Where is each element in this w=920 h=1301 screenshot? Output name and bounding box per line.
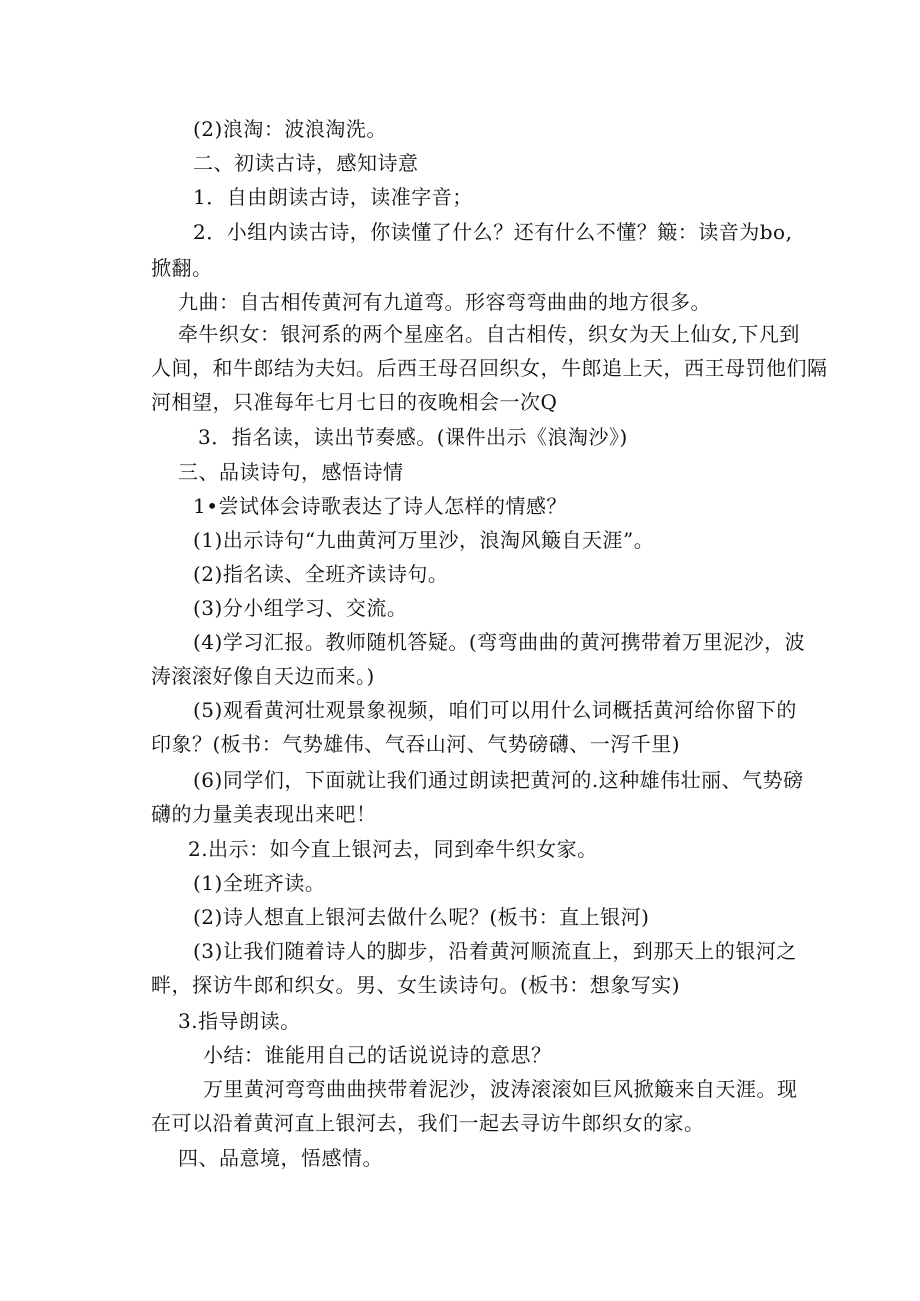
text-line: 印象？(板书：气势雄伟、气吞山河、气势磅礴、一泻千里) (151, 732, 681, 756)
text-line: (3)让我们随着诗人的脚步，沿着黄河顺流直上，到那天上的银河之 (193, 939, 797, 963)
section-heading: 三、品读诗句，感悟诗情 (178, 460, 404, 484)
text-line: 小结：谁能用自己的话说说诗的意思？ (203, 1043, 552, 1067)
text-line: 礴的力量美表现出来吧！ (151, 802, 377, 826)
text-line: 畔，探访牛郎和织女。男、女生读诗句。(板书：想象写实) (151, 973, 681, 997)
text-line: 万里黄河弯弯曲曲挟带着泥沙，波涛滚滚如巨风掀簸来自天涯。现 (203, 1077, 798, 1101)
section-heading: 四、品意境，悟感情。 (178, 1146, 383, 1170)
text-line: 掀翻。 (151, 256, 213, 280)
text-line: (2)诗人想直上银河去做什么呢？(板书：直上银河) (193, 905, 650, 929)
text-line: 3．指名读，读出节奏感。(课件出示《浪淘沙》) (198, 425, 628, 449)
text-line: (6)同学们，下面就让我们通过朗读把黄河的.这种雄伟壮丽、气势磅 (193, 768, 804, 792)
text-line: 涛滚滚好像自天边而来。) (151, 664, 375, 688)
text-line: 九曲：自古相传黄河有九道弯。形容弯弯曲曲的地方很多。 (178, 290, 711, 314)
section-heading: 二、初读古诗，感知诗意 (193, 151, 419, 175)
text-line: (2)指名读、全班齐读诗句。 (193, 562, 449, 586)
text-line: 河相望，只准每年七月七日的夜晚相会一次Q (151, 390, 558, 414)
text-line: 在可以沿着黄河直上银河去，我们一起去寻访牛郎织女的家。 (151, 1111, 705, 1135)
text-line: (4)学习汇报。教师随机答疑。(弯弯曲曲的黄河携带着万里泥沙，波 (193, 630, 806, 654)
text-line: 2．小组内读古诗，你读懂了什么？还有什么不懂？簸：读音为bo, (193, 220, 793, 244)
text-line: (5)观看黄河壮观景象视频，咱们可以用什么词概括黄河给你留下的 (193, 698, 797, 722)
text-line: (1)全班齐读。 (193, 871, 326, 895)
text-line: 1•尝试体会诗歌表达了诗人怎样的情感？ (193, 494, 568, 518)
text-line: 1．自由朗读古诗，读准字音； (193, 185, 473, 209)
text-line: 2.出示：如今直上银河去，同到牵牛织女家。 (188, 837, 598, 861)
text-line: (2)浪淘：波浪淘洗。 (193, 117, 387, 141)
text-line: 3.指导朗读。 (178, 1009, 301, 1033)
text-line: (1)出示诗句“九曲黄河万里沙，浪淘风簸自天涯”。 (193, 528, 655, 552)
text-line: 人间，和牛郎结为夫妇。后西王母召回织女，牛郎追上天，西王母罚他们隔 (151, 356, 828, 380)
text-line: (3)分小组学习、交流。 (193, 596, 408, 620)
text-line: 牵牛织女：银河系的两个星座名。自古相传，织女为天上仙女,下凡到 (178, 322, 800, 346)
